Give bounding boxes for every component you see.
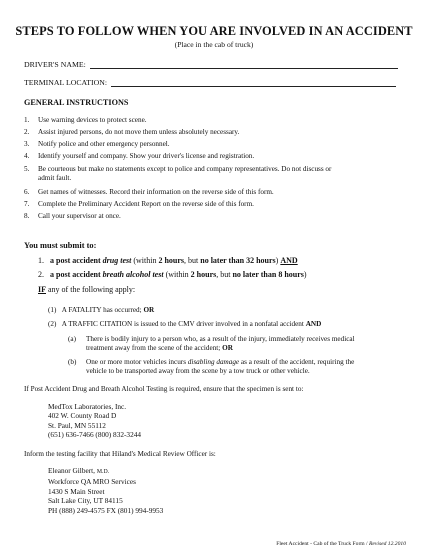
- general-instructions-heading: GENERAL INSTRUCTIONS: [24, 98, 129, 107]
- drivers-name-line[interactable]: [90, 60, 398, 69]
- page-subtitle: (Place in the cab of truck): [174, 40, 254, 49]
- lab-address: MedTox Laboratories, Inc. 402 W. County Road D St. Paul, MN 55112 (651) 636-7466 (800) 832-3244: [48, 402, 142, 440]
- condition-disabling-damage-num: (b): [68, 358, 77, 366]
- mro-intro: Inform the testing facility that Hiland's Medical Review Officer is:: [24, 450, 216, 458]
- condition-citation: (2) A TRAFFIC CITATION is issued to the CMV driver involved in a nonfatal accident AND: [48, 320, 322, 328]
- testing-intro: If Post Accident Drug and Breath Alcohol Testing is required, ensure that the specimen is sent to:: [24, 385, 304, 393]
- page-footer: Fleet Accident - Cab of the Truck Form / Revised 12.2010: [276, 541, 406, 547]
- terminal-location-field: [24, 78, 396, 87]
- mro-address: Eleanor Gilbert, M.D. Workforce QA MRO Services 1430 S Main Street Salt Lake City, UT 84115 PH (888) 249-4575 FX (801) 994-9953: [48, 466, 164, 515]
- condition-bodily-injury-line1: There is bodily injury to a person who, as a result of the injury, immediately receives medical: [86, 335, 355, 343]
- drivers-name-field: [24, 60, 398, 69]
- condition-disabling-damage-line1: One or more motor vehicles incurs disabling damage as a result of the accident, requiring the: [86, 358, 355, 366]
- page-title: STEPS TO FOLLOW WHEN YOU ARE INVOLVED IN AN ACCIDENT: [15, 24, 413, 38]
- submit-heading: You must submit to:: [24, 241, 97, 250]
- submit-item-drug-test: 1. a post accident drug test (within 2 hours, but no later than 32 hours) AND: [38, 256, 298, 265]
- document-page: STEPS TO FOLLOW WHEN YOU ARE INVOLVED IN AN ACCIDENT (Place in the cab of truck) DRIVER'S NAME: TERMINAL LOCATION: GENERAL INSTRUCTIONS 1. Use warning devices to protect scene. 2. Assist injured persons, do not move them unless absolutely necessary. 3. Notify police and other emergency personnel. 4. Identify yourself and company. Show your driver's license and registration. 5. Be courteous but make no statements except to police and company representatives. Do not discuss or admit fault. 6. Get names of witnesses. Record their information on the reverse side of this form. 7. Complete the Preliminary Accident Report on the reverse side of this form. 8. Call your supervisor at once. You must submit to: 1. a post accident drug test (within 2 hours, but no later than 32 hours) AND 2. a post accident breath alcohol test (within 2 hours, but no later than 8 hours) IF any of the following apply: (1) A FATALITY has occurred; OR (2) A TRAFFIC CITATION is issued to the CMV driver involved in a nonfatal accident AND (a) There is bodily injury to a person who, as a result of the injury, immediately receives medical treatment away from the scene of the accident; OR (b) One or more motor vehicles incurs disabling damage as a result of the accident, requiring the vehicle to be transported away from the scene by a tow truck or other vehicle. If Post Accident Drug and Breath Alcohol Testing is required, ensure that the specimen is sent to: MedTox Laboratories, Inc. 402 W. County Road D St. Paul, MN 55112 (651) 636-7466 (800) 832-3244 Inform the testing facility that Hiland's Medical Review Officer is: Eleanor Gilbert, M.D. Workforce QA MRO Services 1430 S Main Street Salt Lake City, UT 84115 PH (888) 249-4575 FX (801) 994-9953 Fleet Accident - Cab of the Truck Form / Revised 12.2010: [0, 0, 428, 554]
- if-condition-line: IF any of the following apply:: [38, 285, 136, 294]
- condition-disabling-damage-line2: vehicle to be transported away from the scene by a tow truck or other vehicle.: [86, 367, 310, 375]
- terminal-location-label: TERMINAL LOCATION:: [24, 78, 108, 87]
- terminal-location-line[interactable]: [111, 78, 396, 87]
- condition-fatality: (1) A FATALITY has occurred; OR: [48, 306, 155, 314]
- drivers-name-label: DRIVER'S NAME:: [24, 60, 86, 69]
- condition-bodily-injury-num: (a): [68, 335, 76, 343]
- submit-item-alcohol-test: 2. a post accident breath alcohol test (within 2 hours, but no later than 8 hours): [38, 270, 307, 279]
- condition-bodily-injury-line2: treatment away from the scene of the accident; OR: [86, 344, 233, 352]
